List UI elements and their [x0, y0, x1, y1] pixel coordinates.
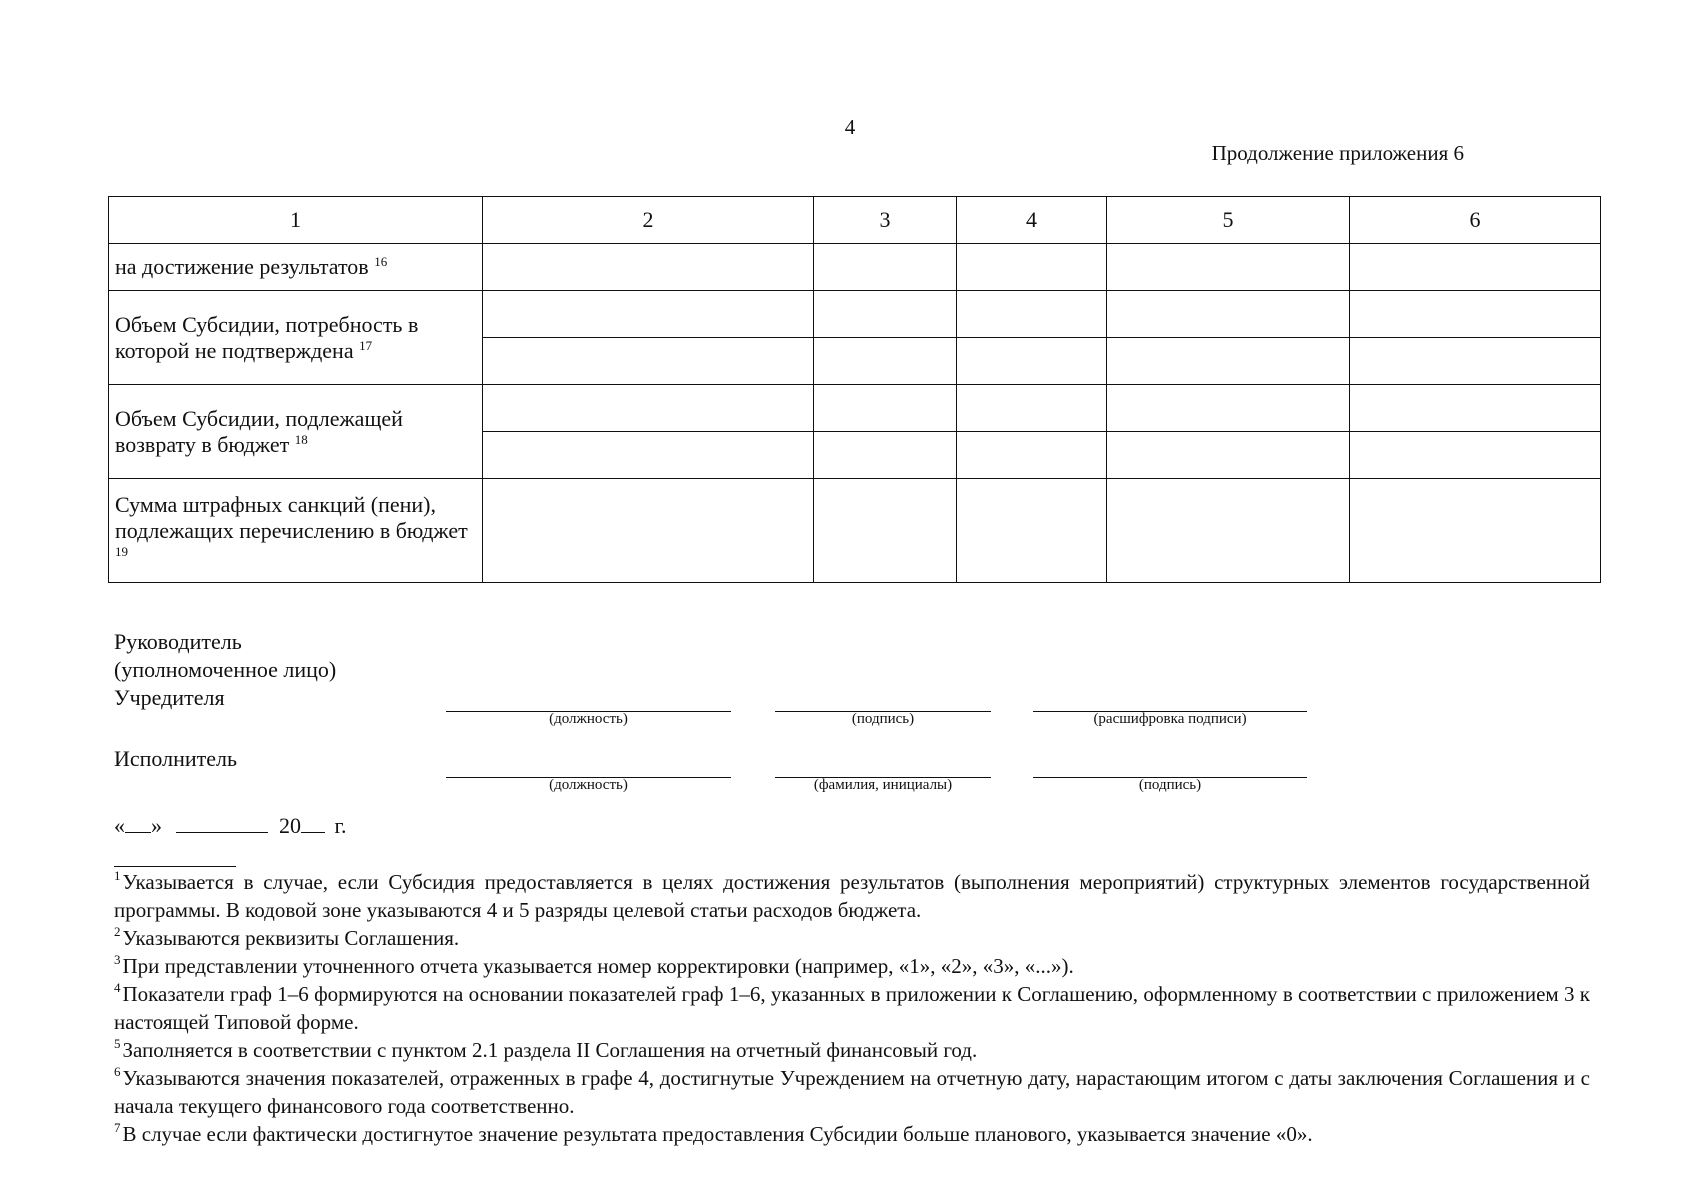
row-label: Сумма штрафных санкций (пени), подлежащих перечислению в бюджет $^{19}$: [109, 479, 483, 583]
executor-label: Исполнитель: [114, 746, 238, 771]
caption-position: (должность): [549, 711, 628, 727]
column-header: 3: [814, 197, 957, 244]
date-close-quote: »: [151, 813, 162, 838]
table-cell: [483, 338, 814, 385]
table-cell: [483, 432, 814, 479]
table-cell: [1350, 479, 1601, 583]
table-header-row: [109, 197, 1601, 244]
footnote-2: $^2$Указываются реквизиты Соглашения.: [114, 924, 460, 950]
date-line: [114, 812, 347, 839]
column-header: 4: [957, 197, 1107, 244]
table-cell: [1350, 385, 1601, 432]
row-label: Объем Субсидии, потребность в которой не подтверждена $^{17}$: [109, 291, 483, 385]
date-year-suffix: г.: [334, 813, 347, 838]
footnote-ref: 16: [374, 254, 388, 269]
footnote-ref: 18: [294, 431, 308, 447]
table-cell: [1107, 385, 1350, 432]
executor-caption-name: (фамилия, инициалы): [813, 777, 953, 793]
executor-caption-position: (должность): [549, 777, 628, 793]
footnote-5: $^5$Заполняется в соответствии с пунктом 2.1 раздела II Соглашения на отчетный финансовый год.: [114, 1036, 978, 1062]
table-cell: [814, 244, 957, 291]
row-label: на достижение результатов $^{16}$: [109, 244, 483, 291]
table-cell: [483, 291, 814, 338]
table-cell: [814, 432, 957, 479]
table-cell: [957, 479, 1107, 583]
table-cell: [1350, 432, 1601, 479]
table-row: [109, 291, 1601, 338]
date-open-quote: «: [114, 813, 125, 838]
date-day-blank[interactable]: [125, 812, 151, 833]
table-row: [109, 385, 1601, 432]
head-label-1: Руководитель: [114, 629, 242, 654]
table-cell: [814, 385, 957, 432]
table-cell: [483, 244, 814, 291]
table-row: [109, 479, 1601, 583]
table-cell: [957, 432, 1107, 479]
table-cell: [1107, 432, 1350, 479]
table-cell: [1350, 338, 1601, 385]
column-header: 2: [483, 197, 814, 244]
table-cell: [957, 338, 1107, 385]
table-cell: [957, 385, 1107, 432]
column-header: 5: [1107, 197, 1350, 244]
footnote-ref: 19: [115, 543, 128, 559]
table-cell: [1107, 291, 1350, 338]
column-header: 6: [1350, 197, 1601, 244]
table-cell: [1107, 479, 1350, 583]
footnote-3: $^3$При представлении уточненного отчета указывается номер корректировки (например, «1», «2», «3», «...»).: [114, 952, 1074, 978]
row-label: Объем Субсидии, подлежащей возврату в бюджет $^{18}$: [109, 385, 483, 479]
column-header: 1: [109, 197, 483, 244]
executor-caption-signature: (подпись): [1138, 777, 1202, 793]
head-label-2: (уполномоченное лицо): [114, 657, 337, 682]
date-year-blank[interactable]: [301, 812, 325, 833]
table-cell: [957, 291, 1107, 338]
footnote-4: $^4$Показатели граф 1–6 формируются на основании показателей граф 1–6, указанных в приложении к Соглашению, оформленному в соответствии с приложением 3 к настоящей Типовой форме.: [114, 980, 1590, 1034]
table-cell: [814, 338, 957, 385]
table-row: [109, 244, 1601, 291]
table-cell: [483, 479, 814, 583]
footnote-7: $^7$В случае если фактически достигнутое значение результата предоставления Субсидии больше планового, указывается значение «0».: [114, 1120, 1313, 1146]
table-cell: [957, 244, 1107, 291]
footnote-ref: 17: [359, 337, 373, 353]
table-cell: [1350, 291, 1601, 338]
date-month-blank[interactable]: [176, 812, 268, 833]
table-cell: [814, 479, 957, 583]
date-year-prefix: 20: [279, 813, 301, 838]
table-cell: [1107, 338, 1350, 385]
caption-decoding: (расшифровка подписи): [1093, 711, 1247, 727]
head-label-3: Учредителя: [114, 685, 225, 710]
footnote-6: $^6$Указываются значения показателей, отраженных в графе 4, достигнутые Учреждением на отчетную дату, нарастающим итогом с даты заключения Соглашения и с начала текущего финансового года соответственно.: [114, 1064, 1590, 1118]
footnotes: [114, 868, 1590, 1148]
report-table: [108, 196, 1601, 583]
table-cell: [814, 291, 957, 338]
footnote-1: $^1$Указывается в случае, если Субсидия предоставляется в целях достижения результатов (выполнения мероприятий) структурных элементов государственной программы. В кодовой зоне указываются 4 и 5 разряды целевой статьи расходов бюджета.: [114, 868, 1590, 922]
table-cell: [483, 385, 814, 432]
appendix-title: Продолжение приложения 6: [1211, 141, 1464, 165]
table-cell: [1107, 244, 1350, 291]
page-number: 4: [844, 115, 856, 139]
footnote-separator: [114, 866, 236, 867]
caption-signature: (подпись): [851, 711, 915, 727]
table-cell: [1350, 244, 1601, 291]
